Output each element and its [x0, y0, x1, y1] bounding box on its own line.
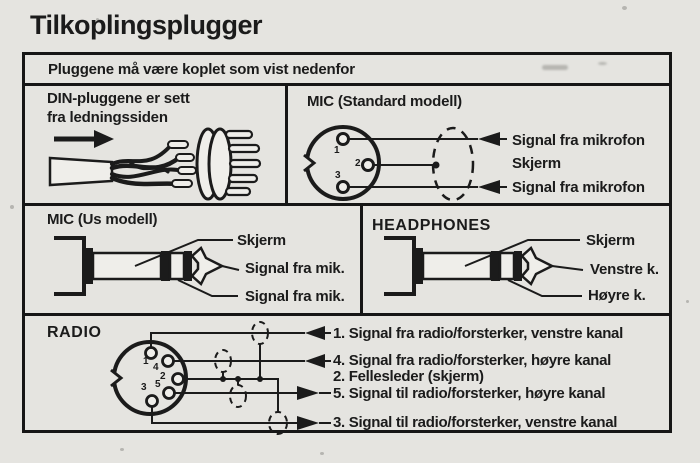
headphones-label-hoyre: Høyre k. [588, 287, 646, 304]
radio-line-label: 3. Signal til radio/forsterker, venstre kanal [333, 414, 618, 431]
mic-us-label-signal-2: Signal fra mik. [245, 288, 345, 305]
jack-ring [170, 253, 184, 279]
radio-line-label: 2. Fellesleder (skjerm) [333, 368, 484, 385]
radio-line-label: 4. Signal fra radio/forsterker, høyre kanal [333, 352, 612, 369]
mic-us-title: MIC (Us modell) [47, 211, 158, 228]
mic-std-label-skjerm: Skjerm [512, 155, 561, 172]
headphones-title: HEADPHONES [372, 217, 491, 234]
din-plug-pins [226, 131, 260, 195]
divider-row3-vertical [360, 203, 363, 316]
mic-standard-connector-diagram [297, 117, 507, 207]
radio-title: RADIO [47, 324, 102, 341]
radio-din-connector-diagram [100, 322, 335, 434]
din-panel-title-line1: DIN-pluggene er sett [47, 90, 190, 107]
jack-ring [500, 253, 514, 279]
radio-pin-number: 1 [143, 356, 149, 367]
mic-us-jack-diagram [40, 228, 240, 306]
mic-standard-title: MIC (Standard modell) [307, 93, 462, 110]
radio-pin-number: 2 [160, 371, 166, 382]
mic-std-label-signal-2: Signal fra mikrofon [512, 179, 645, 196]
jack-collar [414, 248, 423, 284]
jack-collar [84, 248, 93, 284]
page-title: Tilkoplingsplugger [30, 10, 263, 40]
arrow-left-icon [478, 132, 500, 146]
cable [50, 158, 112, 185]
mic-us-label-skjerm: Skjerm [237, 232, 286, 249]
mic-std-pin-number: 2 [355, 158, 361, 169]
scan-speck [686, 300, 689, 303]
mic-us-label-signal-1: Signal fra mik. [245, 260, 345, 277]
arrow-right-icon [297, 416, 319, 430]
jack-handle [384, 238, 414, 294]
radio-line-label: 5. Signal til radio/forsterker, høyre kanal [333, 385, 606, 402]
radio-line-label: 1. Signal fra radio/forsterker, venstre kanal [333, 325, 623, 342]
headphones-jack-diagram [370, 228, 584, 306]
divider-row3-bottom [22, 313, 672, 316]
scan-speck [96, 18, 99, 21]
din-plug-body [197, 129, 231, 199]
headphones-label-venstre: Venstre k. [590, 261, 659, 278]
radio-pin-number: 3 [141, 382, 147, 393]
arrow-left-icon [305, 326, 325, 340]
header-instruction: Pluggene må være koplet som vist nedenfor [48, 61, 355, 78]
mic-std-label-signal-1: Signal fra mikrofon [512, 132, 645, 149]
din-plug-illustration [36, 122, 284, 202]
din-panel-title-line2: fra ledningssiden [47, 109, 168, 126]
mic-std-pin-number: 3 [335, 170, 341, 181]
jack-handle [54, 238, 84, 294]
radio-pin-number: 5 [155, 379, 161, 390]
arrow-left-icon [305, 354, 325, 368]
mic-std-pin-number: 1 [334, 145, 340, 156]
view-direction-arrow-icon [54, 130, 114, 148]
jack-sleeve [423, 253, 491, 279]
jack-sleeve [93, 253, 161, 279]
divider-header-bottom [22, 83, 672, 86]
scan-speck [542, 65, 568, 70]
jack-tip [192, 248, 222, 284]
arrow-right-icon [297, 386, 319, 400]
divider-row2-vertical [285, 83, 288, 206]
headphones-label-skjerm: Skjerm [586, 232, 635, 249]
arrow-left-icon [478, 180, 500, 194]
radio-pin-number: 4 [153, 362, 159, 373]
scan-speck [622, 6, 627, 10]
twisted-wires [112, 144, 182, 184]
scan-speck [598, 62, 607, 65]
scan-speck [320, 452, 324, 455]
scan-speck [10, 205, 14, 209]
jack-tip [522, 248, 552, 284]
scan-speck [120, 448, 124, 451]
